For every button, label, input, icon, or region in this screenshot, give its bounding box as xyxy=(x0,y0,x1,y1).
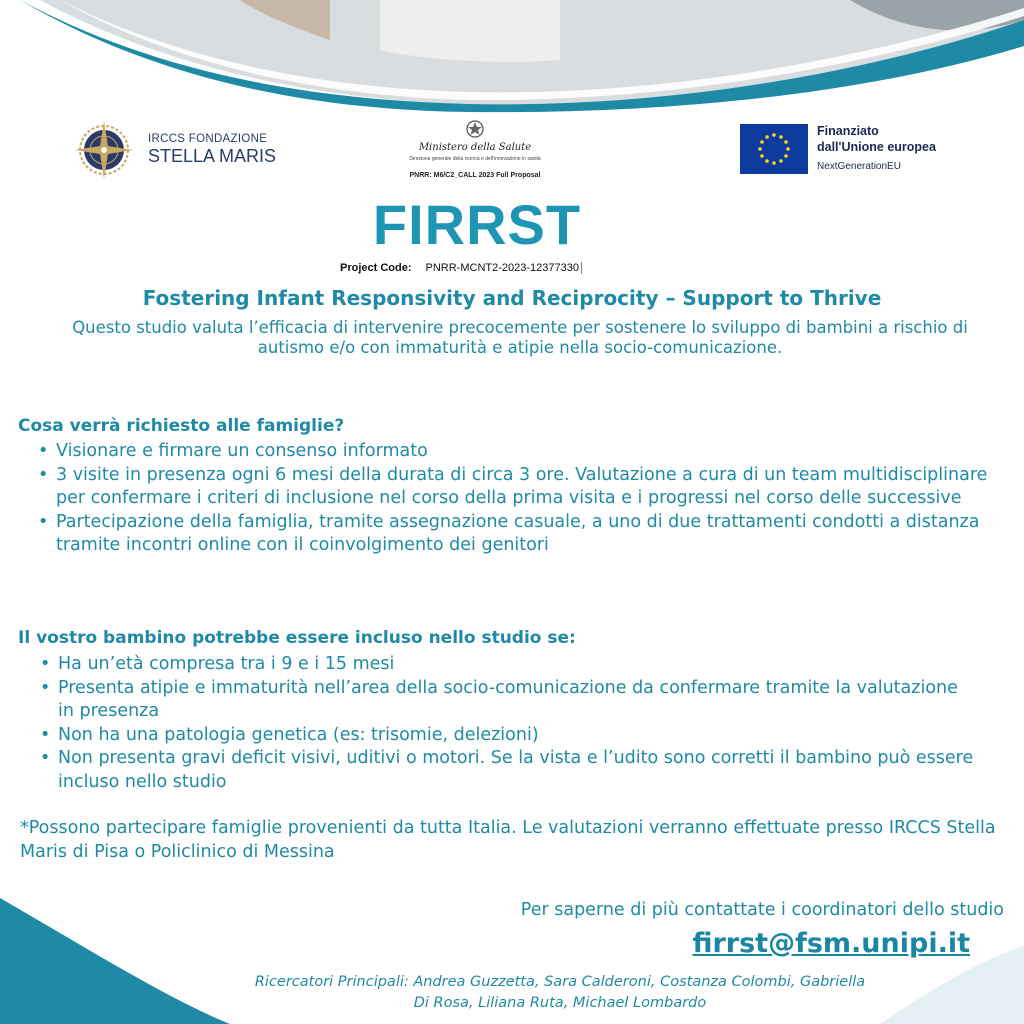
list-item: • Non presenta gravi deficit visivi, uditivi o motori. Se la vista e l’udito sono corretti il bambino può essere incluso nello studio xyxy=(38,747,978,794)
project-full-title: Fostering Infant Responsivity and Reciprocity – Support to Thrive xyxy=(142,286,882,310)
project-code-value: PNRR-MCNT2-2023-12377330 xyxy=(426,262,582,274)
project-intro: Questo studio valuta l’efficacia di intervenire precocemente per sostenere lo sviluppo di bambini a rischio di autismo e/o con immaturità e atipie nella socio-comunicazione. xyxy=(72,318,968,357)
list-item: • Visionare e firmare un consenso informato xyxy=(36,440,996,464)
families-list xyxy=(36,440,996,558)
inclusion-heading: Il vostro bambino potrebbe essere incluso nello studio se: xyxy=(18,628,576,648)
eu-line2: dall'Unione europea xyxy=(817,140,936,154)
stella-maris-line2: STELLA MARIS xyxy=(148,146,277,166)
compass-star-icon xyxy=(70,115,138,185)
ministero-title: Ministero della Salute xyxy=(418,142,532,153)
contact-text: Per saperne di più contattate i coordinatori dello studio xyxy=(520,900,1004,920)
contact-email-link[interactable]: firrst@fsm.unipi.it xyxy=(692,928,970,959)
eu-line1: Finanziato xyxy=(817,124,879,138)
ministero-salute-logo xyxy=(380,118,570,188)
italian-emblem-icon xyxy=(465,118,485,140)
principal-investigators: Ricercatori Principali: Andrea Guzzetta, Sara Calderoni, Costanza Colombi, Gabriella Di Rosa, Liliana Ruta, Michael Lombardo xyxy=(254,974,866,1011)
project-code xyxy=(340,262,582,274)
header-photo-banner xyxy=(0,0,1024,120)
families-heading: Cosa verrà richiesto alle famiglie? xyxy=(18,416,345,436)
project-code-label: Project Code: xyxy=(340,262,412,274)
list-item: • Partecipazione della famiglia, tramite assegnazione casuale, a uno di due trattamenti condotti a distanza tramite incontri online con il coinvolgimento dei genitori xyxy=(36,511,996,558)
inclusion-list xyxy=(38,653,978,794)
stella-maris-logo xyxy=(70,115,290,185)
eu-line3: NextGenerationEU xyxy=(817,161,901,172)
pnrr-call: PNRR: M6/C2_CALL 2023 Full Proposal xyxy=(409,172,541,179)
participation-note: *Possono partecipare famiglie provenienti da tutta Italia. Le valutazioni verranno effettuate presso IRCCS Stella Maris di Pisa o Policlinico di Messina xyxy=(20,818,996,862)
ministero-subtitle: Direzione generale della ricerca e dell'innovazione in sanità xyxy=(409,156,541,162)
eu-funding-logo xyxy=(740,124,960,176)
list-item: • Ha un’età compresa tra i 9 e i 15 mesi xyxy=(38,653,978,677)
list-item: • Non ha una patologia genetica (es: trisomie, delezioni) xyxy=(38,724,978,748)
list-item: • 3 visite in presenza ogni 6 mesi della durata di circa 3 ore. Valutazione a cura di un team multidisciplinare per confermare i criteri di inclusione nel corso della prima visita e i progressi nel corso delle successive xyxy=(36,464,996,511)
stella-maris-line1: IRCCS FONDAZIONE xyxy=(148,133,268,145)
eu-flag-icon xyxy=(740,124,808,174)
project-acronym: FIRRST xyxy=(372,193,582,256)
list-item: • Presenta atipie e immaturità nell’area della socio-comunicazione da confermare tramite la valutazione in presenza xyxy=(38,677,978,724)
